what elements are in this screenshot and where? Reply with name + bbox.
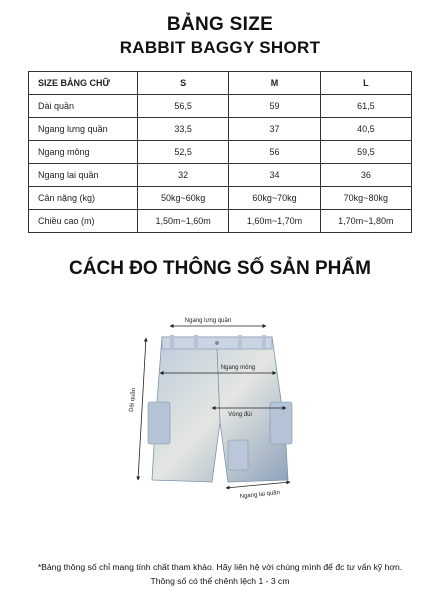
- table-cell: 34: [229, 164, 320, 187]
- cargo-pocket: [228, 440, 248, 470]
- measure-section-title: CÁCH ĐO THÔNG SỐ SẢN PHẨM: [69, 258, 371, 279]
- length-label: Dài quần: [128, 387, 138, 413]
- footnote-disclaimer: *Bảng thông số chỉ mang tính chất tham khảo. Hãy liên hệ với chúng mình để đc tư vấn kỹ hơn.: [37, 562, 403, 572]
- table-cell: 32: [138, 164, 229, 187]
- table-cell: 50kg~60kg: [138, 187, 229, 210]
- table-row: [29, 141, 412, 164]
- thigh-label: Vòng đùi: [228, 412, 252, 418]
- table-row: [29, 210, 412, 233]
- cargo-pocket: [148, 402, 170, 444]
- product-name: RABBIT BAGGY SHORT: [119, 38, 321, 57]
- table-cell: 60kg~70kg: [229, 187, 320, 210]
- shorts-measurement-diagram: [100, 310, 340, 500]
- table-row: [29, 118, 412, 141]
- table-cell: 1,70m~1,80m: [320, 210, 411, 233]
- row-label: Chiều cao (m): [29, 210, 138, 233]
- table-row: [29, 187, 412, 210]
- header-cell: M: [229, 72, 320, 95]
- row-label: Ngang lai quần: [29, 164, 138, 187]
- header-cell: SIZE BẢNG CHỮ: [29, 72, 138, 95]
- hem-measure-line: [226, 482, 290, 488]
- header-cell: S: [138, 72, 229, 95]
- page-title: BẢNG SIZE: [166, 14, 274, 35]
- footnote-tolerance: Thông số có thể chênh lệch 1 - 3 cm: [150, 576, 290, 586]
- table-header-row: [29, 72, 412, 95]
- length-measure-line: [138, 338, 146, 480]
- table-cell: 59,5: [320, 141, 411, 164]
- table-cell: 61,5: [320, 95, 411, 118]
- table-cell: 56,5: [138, 95, 229, 118]
- shorts-shape: [152, 337, 288, 482]
- row-label: Cân nặng (kg): [29, 187, 138, 210]
- hip-label: Ngang mông: [220, 365, 256, 371]
- table-cell: 40,5: [320, 118, 411, 141]
- size-table: [28, 71, 412, 233]
- table-cell: 56: [229, 141, 320, 164]
- table-cell: 33,5: [138, 118, 229, 141]
- table-row: [29, 164, 412, 187]
- waist-label: Ngang lưng quần: [184, 318, 232, 324]
- row-label: Dài quần: [29, 95, 138, 118]
- table-row: [29, 95, 412, 118]
- header-cell: L: [320, 72, 411, 95]
- row-label: Ngang lưng quần: [29, 118, 138, 141]
- table-cell: 52,5: [138, 141, 229, 164]
- hem-label: Ngang lai quần: [239, 489, 281, 500]
- table-cell: 70kg~80kg: [320, 187, 411, 210]
- table-cell: 59: [229, 95, 320, 118]
- table-cell: 1,50m~1,60m: [138, 210, 229, 233]
- table-cell: 1,60m~1,70m: [229, 210, 320, 233]
- table-cell: 37: [229, 118, 320, 141]
- table-cell: 36: [320, 164, 411, 187]
- row-label: Ngang mông: [29, 141, 138, 164]
